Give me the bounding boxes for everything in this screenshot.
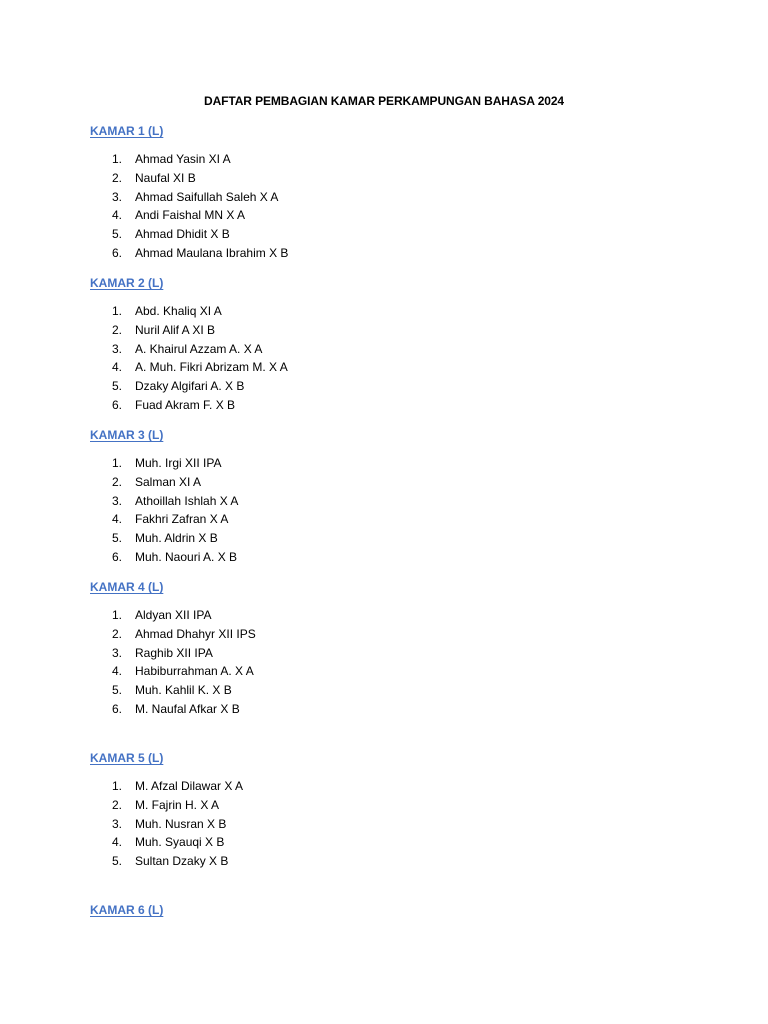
item-text: Muh. Syauqi X B xyxy=(135,835,225,850)
item-text: M. Afzal Dilawar X A xyxy=(135,779,244,793)
item-text: Naufal XI B xyxy=(135,170,196,185)
item-text: A. Muh. Fikri Abrizam M. X A xyxy=(135,360,288,375)
item-number: 2. xyxy=(112,474,123,489)
item-text: M. Naufal Afkar X B xyxy=(135,701,240,716)
item-number: 2. xyxy=(112,797,123,812)
section-heading-kamar-1: KAMAR 1 (L) xyxy=(90,124,164,138)
section-heading-kamar-6: KAMAR 6 (L) xyxy=(90,903,164,917)
item-number: 3. xyxy=(112,816,123,831)
item-text: Muh. Naouri A. X B xyxy=(135,549,238,564)
item-text: Athoillah Ishlah X A xyxy=(135,493,239,508)
item-number: 1. xyxy=(112,304,123,318)
item-number: 2. xyxy=(112,626,123,641)
item-number: 3. xyxy=(112,493,123,508)
item-text: Raghib XII IPA xyxy=(135,645,213,660)
item-text: Dzaky Algifari A. X B xyxy=(135,379,245,394)
item-number: 2. xyxy=(112,322,123,337)
item-text: Abd. Khaliq XI A xyxy=(135,304,222,318)
item-number: 6. xyxy=(112,397,123,412)
document-title: DAFTAR PEMBAGIAN KAMAR PERKAMPUNGAN BAHASA 2024 xyxy=(204,94,564,108)
item-number: 5. xyxy=(112,531,123,546)
item-number: 4. xyxy=(112,360,123,375)
item-number: 5. xyxy=(112,854,123,869)
item-number: 3. xyxy=(112,189,123,204)
item-text: Andi Faishal MN X A xyxy=(135,208,246,223)
item-text: Muh. Kahlil K. X B xyxy=(135,683,232,698)
section-heading-kamar-2: KAMAR 2 (L) xyxy=(90,276,164,290)
item-text: M. Fajrin H. X A xyxy=(135,797,220,812)
item-number: 6. xyxy=(112,701,123,716)
item-number: 6. xyxy=(112,549,123,564)
item-number: 1. xyxy=(112,779,123,793)
item-number: 4. xyxy=(112,208,123,223)
item-text: Sultan Dzaky X B xyxy=(135,854,229,869)
item-text: Habiburrahman A. X A xyxy=(135,664,254,679)
item-number: 3. xyxy=(112,645,123,660)
item-number: 5. xyxy=(112,227,123,242)
item-number: 4. xyxy=(112,835,123,850)
item-number: 4. xyxy=(112,664,123,679)
item-text: Fakhri Zafran X A xyxy=(135,512,229,527)
item-number: 3. xyxy=(112,341,123,356)
item-number: 2. xyxy=(112,170,123,185)
item-text: Salman XI A xyxy=(135,474,202,489)
item-number: 1. xyxy=(112,456,123,470)
item-text: Fuad Akram F. X B xyxy=(135,397,236,412)
item-text: A. Khairul Azzam A. X A xyxy=(135,341,263,356)
item-text: Ahmad Saifullah Saleh X A xyxy=(135,189,279,204)
item-number: 1. xyxy=(112,608,123,622)
section-heading-kamar-3: KAMAR 3 (L) xyxy=(90,428,164,442)
item-text: Aldyan XII IPA xyxy=(135,608,212,622)
section-heading-kamar-5: KAMAR 5 (L) xyxy=(90,751,164,765)
section-heading-kamar-4: KAMAR 4 (L) xyxy=(90,580,164,594)
item-number: 5. xyxy=(112,379,123,394)
item-number: 5. xyxy=(112,683,123,698)
item-text: Ahmad Dhahyr XII IPS xyxy=(135,626,256,641)
item-text: Muh. Irgi XII IPA xyxy=(135,456,222,470)
item-text: Ahmad Dhidit X B xyxy=(135,227,230,242)
item-text: Ahmad Yasin XI A xyxy=(135,152,231,166)
item-text: Nuril Alif A XI B xyxy=(135,322,216,337)
item-number: 6. xyxy=(112,245,123,260)
item-text: Muh. Nusran X B xyxy=(135,816,227,831)
item-text: Ahmad Maulana Ibrahim X B xyxy=(135,245,289,260)
item-text: Muh. Aldrin X B xyxy=(135,531,218,546)
item-number: 4. xyxy=(112,512,123,527)
item-number: 1. xyxy=(112,152,123,166)
